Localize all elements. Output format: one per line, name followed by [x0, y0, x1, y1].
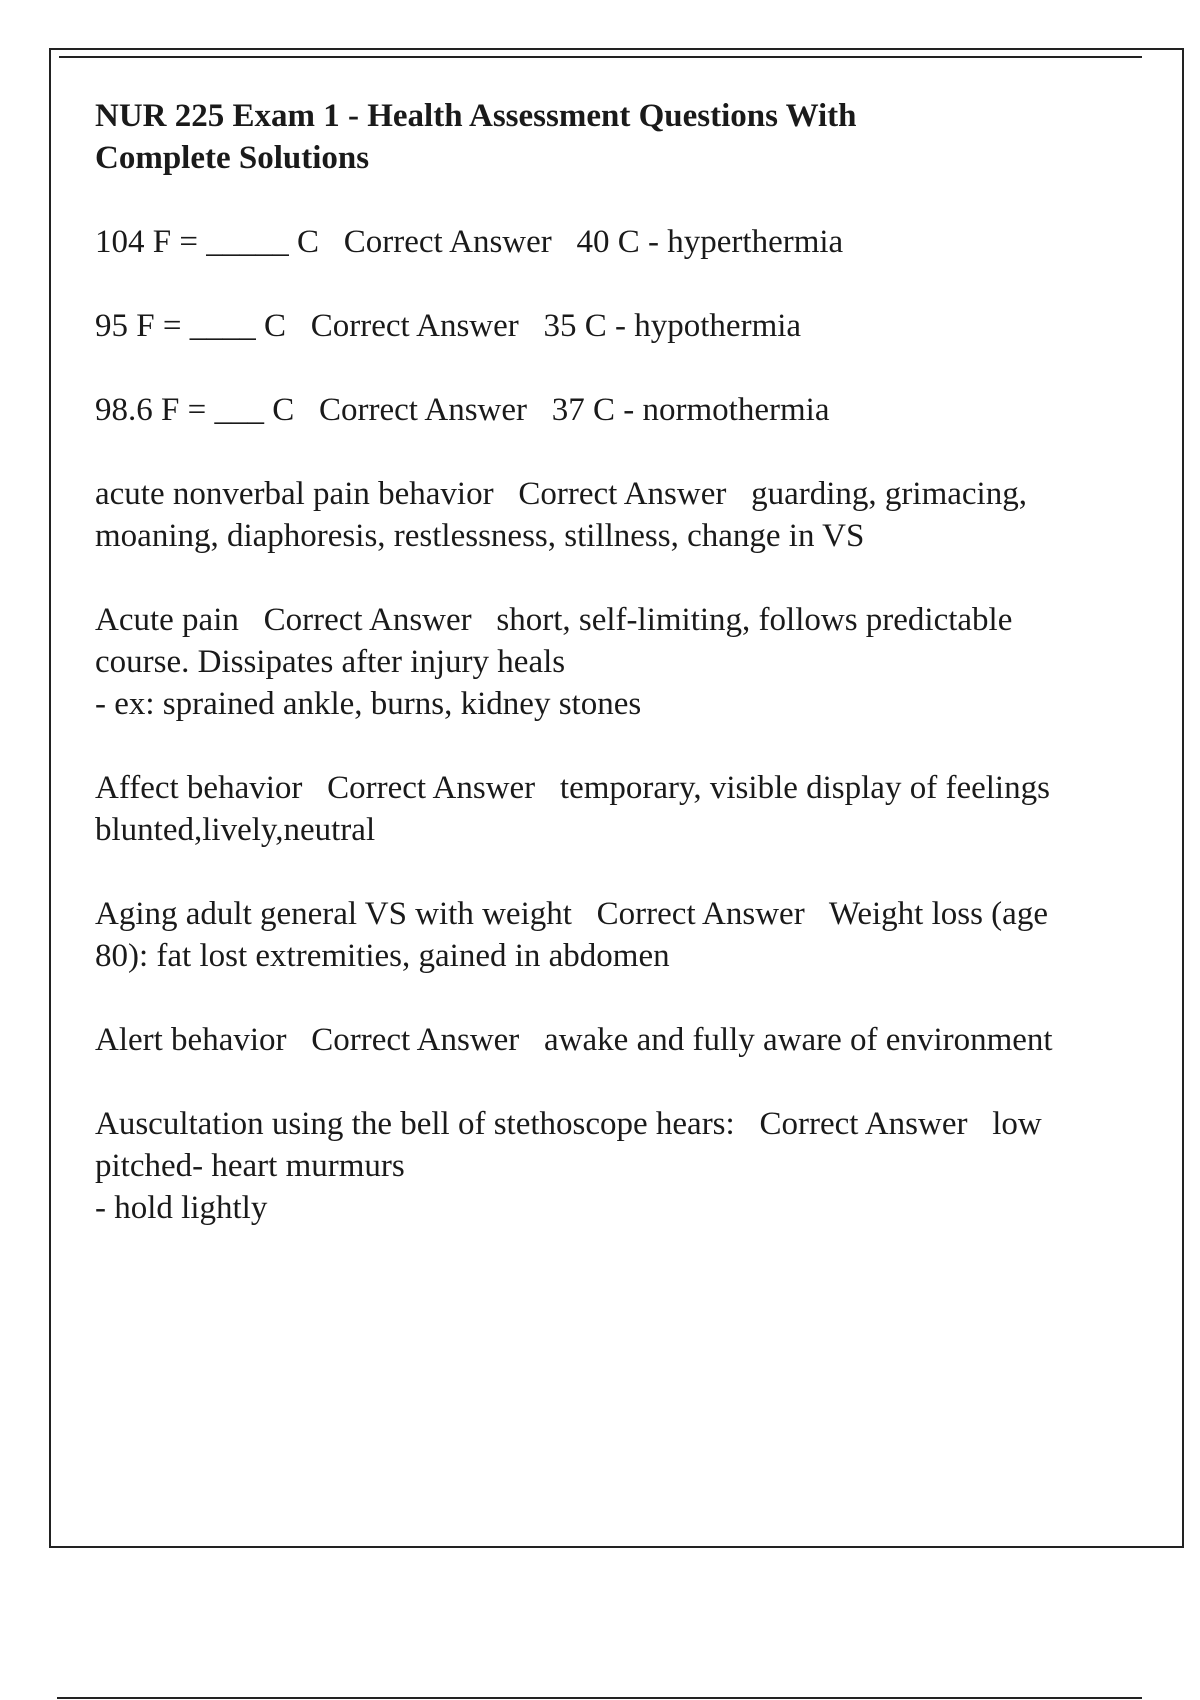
question-text: Alert behavior	[95, 1022, 287, 1058]
top-rule	[59, 56, 1142, 58]
correct-answer-label: Correct Answer	[596, 896, 805, 932]
qa-entry	[95, 599, 1075, 725]
question-text: 104 F = _____ C	[95, 224, 319, 260]
document-body	[95, 95, 1075, 1271]
answer-text: guarding, grimacing, moaning, diaphoresis, restlessness, stillness, change in VS	[95, 476, 1027, 554]
qa-entry	[95, 767, 1075, 851]
qa-entry	[95, 473, 1075, 557]
qa-entry	[95, 305, 1075, 347]
question-text: 95 F = ____ C	[95, 308, 286, 344]
answer-text: 40 C - hyperthermia	[576, 224, 844, 260]
correct-answer-label: Correct Answer	[263, 602, 472, 638]
correct-answer-label: Correct Answer	[318, 392, 528, 428]
answer-text: short, self-limiting, follows predictable course. Dissipates after injury heals - ex: sprained ankle, burns, kidney stones	[95, 602, 1013, 722]
answer-text: 37 C - normothermia	[551, 392, 830, 428]
qa-entry	[95, 1019, 1075, 1061]
correct-answer-label: Correct Answer	[518, 476, 727, 512]
question-text: 98.6 F = ___ C	[95, 392, 295, 428]
question-text: acute nonverbal pain behavior	[95, 476, 494, 512]
qa-entry	[95, 1103, 1075, 1229]
answer-text: low pitched- heart murmurs - hold lightly	[95, 1106, 1042, 1226]
answer-text: temporary, visible display of feelings blunted,lively,neutral	[95, 770, 1050, 848]
qa-entry	[95, 389, 1075, 431]
question-text: Aging adult general VS with weight	[95, 896, 572, 932]
answer-text: awake and fully aware of environment	[544, 1022, 1053, 1058]
qa-entry	[95, 893, 1075, 977]
correct-answer-label: Correct Answer	[343, 224, 552, 260]
correct-answer-label: Correct Answer	[311, 1022, 520, 1058]
correct-answer-label: Correct Answer	[327, 770, 536, 806]
bottom-rule	[57, 1697, 1142, 1699]
question-text: Affect behavior	[95, 770, 303, 806]
correct-answer-label: Correct Answer	[759, 1106, 968, 1142]
document-title: NUR 225 Exam 1 - Health Assessment Questions With Complete Solutions	[95, 98, 857, 176]
question-text: Auscultation using the bell of stethoscope hears:	[95, 1106, 735, 1142]
answer-text: Weight loss (age 80): fat lost extremities, gained in abdomen	[95, 896, 1048, 974]
qa-entry	[95, 221, 1075, 263]
correct-answer-label: Correct Answer	[310, 308, 519, 344]
question-text: Acute pain	[95, 602, 239, 638]
answer-text: 35 C - hypothermia	[543, 308, 802, 344]
